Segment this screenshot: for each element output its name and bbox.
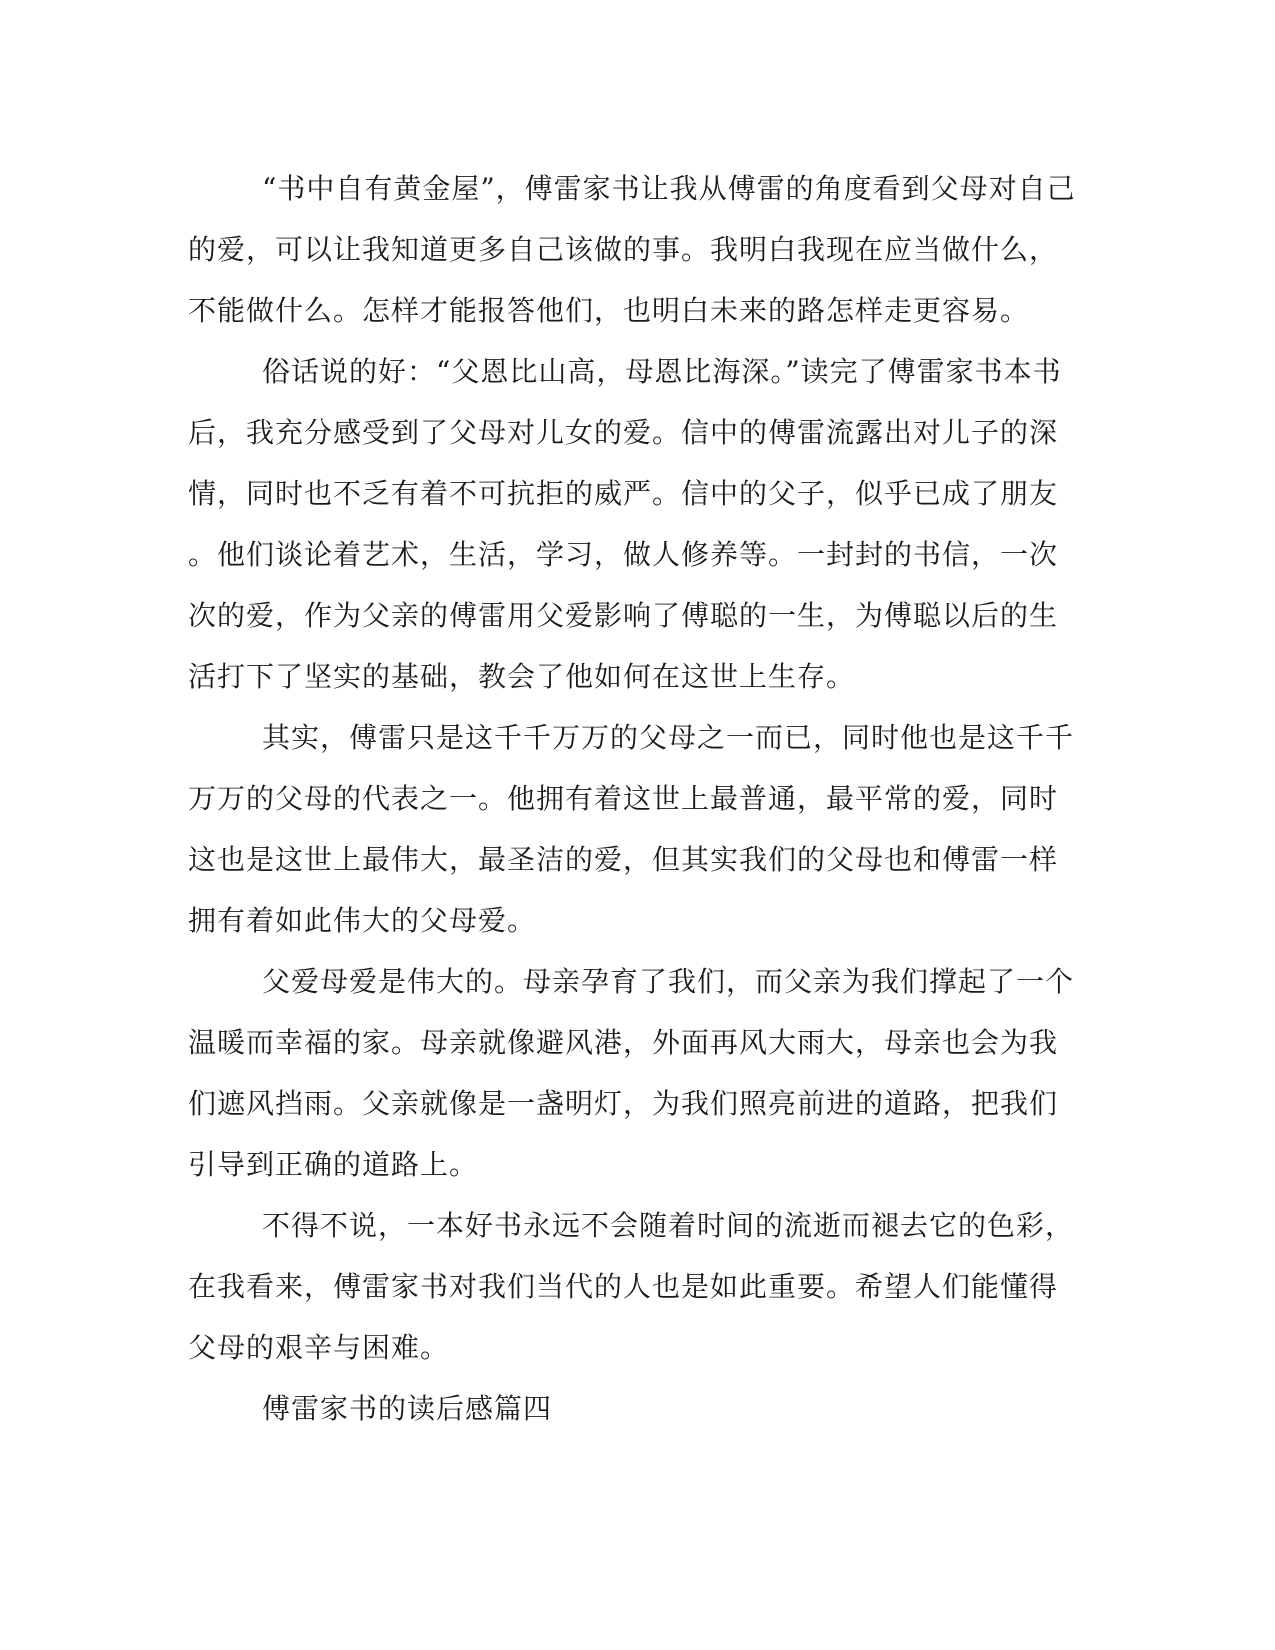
section-title: 傅雷家书的读后感篇四 <box>262 1392 553 1425</box>
text-line: 父母的艰辛与困难。 <box>188 1331 450 1364</box>
paragraph-golden-house <box>188 158 1088 341</box>
paragraph-conclusion <box>188 1195 1088 1378</box>
text-line: 拥有着如此伟大的父母爱。 <box>188 904 537 937</box>
text-line: 这也是这世上最伟大，最圣洁的爱，但其实我们的父母也和傅雷一样 <box>188 843 1059 876</box>
text-line: 次的爱，作为父亲的傅雷用父爱影响了傅聪的一生，为傅聪以后的生 <box>188 599 1059 632</box>
text-line: 俗话说的好：“父恩比山高，母恩比海深。”读完了傅雷家书本书 <box>262 355 1062 388</box>
text-line: 。他们谈论着艺术，生活，学习，做人修养等。一封封的书信，一次 <box>188 538 1059 571</box>
section-heading <box>188 1378 1088 1439</box>
paragraph-proverb <box>188 341 1088 707</box>
text-line: 万万的父母的代表之一。他拥有着这世上最普通，最平常的爱，同时 <box>188 782 1059 815</box>
text-line: 不能做什么。怎样才能报答他们，也明白未来的路怎样走更容易。 <box>188 294 1030 327</box>
text-line: 父爱母爱是伟大的。母亲孕育了我们，而父亲为我们撑起了一个 <box>262 965 1075 998</box>
text-line: 的爱，可以让我知道更多自己该做的事。我明白我现在应当做什么， <box>188 233 1059 266</box>
text-line: 后，我充分感受到了父母对儿女的爱。信中的傅雷流露出对儿子的深 <box>188 416 1059 449</box>
document-body <box>188 158 1088 1439</box>
text-line: 引导到正确的道路上。 <box>188 1148 479 1181</box>
text-line: 温暖而幸福的家。母亲就像避风港，外面再风大雨大，母亲也会为我 <box>188 1026 1059 1059</box>
text-line: “书中自有黄金屋”，傅雷家书让我从傅雷的角度看到父母对自己 <box>262 172 1076 205</box>
text-line: 在我看来，傅雷家书对我们当代的人也是如此重要。希望人们能懂得 <box>188 1270 1059 1303</box>
text-line: 其实，傅雷只是这千千万万的父母之一而已，同时他也是这千千 <box>262 721 1075 754</box>
paragraph-ordinary-parents <box>188 707 1088 951</box>
paragraph-parental-love <box>188 951 1088 1195</box>
text-line: 活打下了坚实的基础，教会了他如何在这世上生存。 <box>188 660 856 693</box>
text-line: 不得不说，一本好书永远不会随着时间的流逝而褪去它的色彩， <box>262 1209 1075 1242</box>
text-line: 们遮风挡雨。父亲就像是一盏明灯，为我们照亮前进的道路，把我们 <box>188 1087 1059 1120</box>
text-line: 情，同时也不乏有着不可抗拒的威严。信中的父子，似乎已成了朋友 <box>188 477 1059 510</box>
